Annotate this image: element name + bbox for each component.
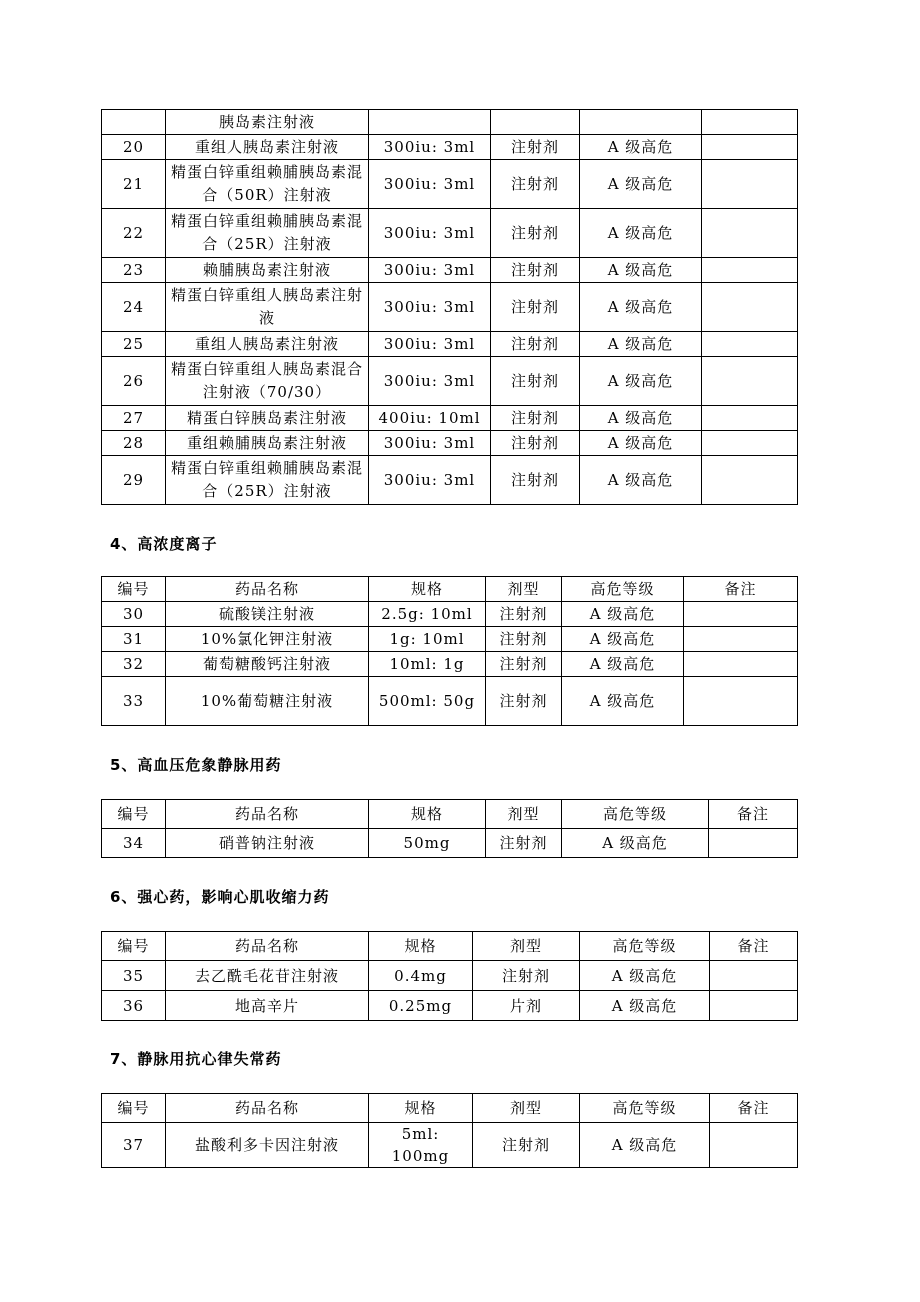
cell-spec: 50mg [369,829,486,858]
cell-spec: 0.25mg [369,991,473,1021]
table-row [102,829,798,858]
cell-form: 注射剂 [491,406,580,431]
cell-note [702,283,798,332]
table-header-row [102,1094,798,1123]
table-row [102,406,798,431]
header-form: 剂型 [486,577,562,602]
cell-note [702,258,798,283]
cell-drug-name: 去乙酰毛花苷注射液 [166,961,369,991]
cell-note [702,406,798,431]
cell-risk-level: A 级高危 [580,332,702,357]
cell-id: 33 [102,677,166,726]
cell-risk-level: A 级高危 [562,829,709,858]
section-heading: 5、高血压危象静脉用药 [110,756,282,774]
cell-drug-name: 10%氯化钾注射液 [166,627,369,652]
cell-drug-name: 重组赖脯胰岛素注射液 [166,431,369,456]
cell-form: 注射剂 [491,160,580,209]
table-row [102,456,798,505]
cell-drug-name: 硝普钠注射液 [166,829,369,858]
header-note: 备注 [709,800,798,829]
cell-form: 注射剂 [473,1123,580,1168]
cell-spec: 300iu: 3ml [369,160,491,209]
table-row [102,332,798,357]
table-row [102,991,798,1021]
cell-form: 注射剂 [491,209,580,258]
cell-note [710,961,798,991]
table-header-row [102,577,798,602]
cell-note [710,991,798,1021]
cell-form [491,110,580,135]
table-row [102,652,798,677]
cell-id: 25 [102,332,166,357]
cell-note [702,456,798,505]
cell-spec: 1g: 10ml [369,627,486,652]
cell-id: 20 [102,135,166,160]
cell-drug-name: 精蛋白锌重组人胰岛素混合注射液（70/30） [166,357,369,406]
header-id: 编号 [102,1094,166,1123]
cell-drug-name: 精蛋白锌重组赖脯胰岛素混合（50R）注射液 [166,160,369,209]
table-row [102,961,798,991]
cell-spec: 2.5g: 10ml [369,602,486,627]
cell-id: 24 [102,283,166,332]
cell-drug-name: 10%葡萄糖注射液 [166,677,369,726]
cell-spec: 300iu: 3ml [369,135,491,160]
cell-note [684,602,798,627]
table-header-row [102,800,798,829]
header-form: 剂型 [473,932,580,961]
cell-risk-level: A 级高危 [580,1123,710,1168]
table-body [102,829,798,858]
cell-id: 31 [102,627,166,652]
table-body [102,602,798,726]
cell-spec: 500ml: 50g [369,677,486,726]
cell-risk-level: A 级高危 [580,258,702,283]
table-row [102,135,798,160]
table-row [102,677,798,726]
header-id: 编号 [102,577,166,602]
header-risk-level: 高危等级 [562,800,709,829]
cell-id: 30 [102,602,166,627]
table-header [102,800,798,829]
cell-note [702,431,798,456]
cell-spec: 300iu: 3ml [369,258,491,283]
header-note: 备注 [710,1094,798,1123]
header-drug-name: 药品名称 [166,577,369,602]
cell-risk-level: A 级高危 [580,431,702,456]
cell-note [702,209,798,258]
cell-form: 注射剂 [491,135,580,160]
cell-form: 注射剂 [486,627,562,652]
cell-id [102,110,166,135]
cell-drug-name: 赖脯胰岛素注射液 [166,258,369,283]
table-row [102,283,798,332]
cell-risk-level: A 级高危 [580,961,710,991]
cell-id: 35 [102,961,166,991]
cell-risk-level: A 级高危 [580,991,710,1021]
cell-risk-level: A 级高危 [562,602,684,627]
cell-drug-name: 精蛋白锌胰岛素注射液 [166,406,369,431]
table-row [102,627,798,652]
cell-risk-level: A 级高危 [580,456,702,505]
hypertensive-crisis-table [101,799,798,858]
cell-risk-level: A 级高危 [580,160,702,209]
cell-spec: 300iu: 3ml [369,357,491,406]
cell-form: 注射剂 [491,258,580,283]
cardiotonic-table [101,931,798,1021]
table-body [102,1123,798,1168]
section-heading: 6、强心药，影响心肌收缩力药 [110,888,330,906]
cell-form: 注射剂 [486,652,562,677]
cell-spec [369,110,491,135]
cell-note [702,135,798,160]
cell-risk-level: A 级高危 [562,627,684,652]
cell-drug-name: 精蛋白锌重组赖脯胰岛素混合（25R）注射液 [166,209,369,258]
cell-drug-name: 硫酸镁注射液 [166,602,369,627]
cell-id: 32 [102,652,166,677]
cell-form: 注射剂 [491,431,580,456]
table-header [102,577,798,602]
header-drug-name: 药品名称 [166,800,369,829]
header-risk-level: 高危等级 [562,577,684,602]
header-note: 备注 [710,932,798,961]
high-concentration-ions-table [101,576,798,726]
cell-spec: 300iu: 3ml [369,283,491,332]
cell-form: 注射剂 [486,677,562,726]
cell-id: 21 [102,160,166,209]
table-header [102,1094,798,1123]
table-row [102,431,798,456]
cell-note [684,677,798,726]
header-form: 剂型 [486,800,562,829]
header-drug-name: 药品名称 [166,1094,369,1123]
cell-drug-name: 精蛋白锌重组人胰岛素注射液 [166,283,369,332]
cell-risk-level: A 级高危 [580,406,702,431]
cell-drug-name: 重组人胰岛素注射液 [166,135,369,160]
cell-spec: 400iu: 10ml [369,406,491,431]
cell-id: 29 [102,456,166,505]
cell-form: 注射剂 [486,602,562,627]
cell-spec: 5ml: 100mg [369,1123,473,1168]
section-heading: 4、高浓度离子 [110,535,218,553]
cell-id: 34 [102,829,166,858]
header-drug-name: 药品名称 [166,932,369,961]
cell-form: 注射剂 [491,357,580,406]
cell-spec: 300iu: 3ml [369,209,491,258]
section-heading: 7、静脉用抗心律失常药 [110,1050,282,1068]
header-spec: 规格 [369,1094,473,1123]
cell-form: 注射剂 [486,829,562,858]
cell-risk-level: A 级高危 [580,135,702,160]
insulin-table [101,109,798,505]
cell-form: 注射剂 [491,456,580,505]
table-row [102,110,798,135]
cell-drug-name: 胰岛素注射液 [166,110,369,135]
cell-risk-level: A 级高危 [580,283,702,332]
header-risk-level: 高危等级 [580,932,710,961]
header-form: 剂型 [473,1094,580,1123]
cell-note [684,652,798,677]
table-row [102,602,798,627]
cell-spec: 300iu: 3ml [369,431,491,456]
header-id: 编号 [102,932,166,961]
header-id: 编号 [102,800,166,829]
header-spec: 规格 [369,577,486,602]
cell-note [684,627,798,652]
cell-note [702,160,798,209]
cell-spec: 0.4mg [369,961,473,991]
table-header [102,932,798,961]
cell-risk-level: A 级高危 [562,652,684,677]
header-risk-level: 高危等级 [580,1094,710,1123]
antiarrhythmic-table [101,1093,798,1168]
cell-drug-name: 重组人胰岛素注射液 [166,332,369,357]
table-row [102,1123,798,1168]
cell-id: 36 [102,991,166,1021]
cell-id: 27 [102,406,166,431]
header-spec: 规格 [369,932,473,961]
cell-risk-level: A 级高危 [562,677,684,726]
header-spec: 规格 [369,800,486,829]
cell-drug-name: 盐酸利多卡因注射液 [166,1123,369,1168]
cell-drug-name: 精蛋白锌重组赖脯胰岛素混合（25R）注射液 [166,456,369,505]
table-row [102,160,798,209]
cell-id: 37 [102,1123,166,1168]
cell-form: 注射剂 [491,332,580,357]
cell-spec: 300iu: 3ml [369,332,491,357]
cell-drug-name: 葡萄糖酸钙注射液 [166,652,369,677]
cell-spec: 300iu: 3ml [369,456,491,505]
cell-note [702,357,798,406]
cell-id: 26 [102,357,166,406]
table-row [102,357,798,406]
header-note: 备注 [684,577,798,602]
cell-spec: 10ml: 1g [369,652,486,677]
cell-risk-level [580,110,702,135]
cell-form: 注射剂 [473,961,580,991]
cell-form: 片剂 [473,991,580,1021]
table-body [102,110,798,505]
table-row [102,258,798,283]
cell-note [702,332,798,357]
cell-id: 23 [102,258,166,283]
cell-id: 22 [102,209,166,258]
cell-note [710,1123,798,1168]
cell-id: 28 [102,431,166,456]
cell-risk-level: A 级高危 [580,357,702,406]
table-body [102,961,798,1021]
cell-note [702,110,798,135]
cell-note [709,829,798,858]
cell-drug-name: 地高辛片 [166,991,369,1021]
cell-form: 注射剂 [491,283,580,332]
table-row [102,209,798,258]
cell-risk-level: A 级高危 [580,209,702,258]
table-header-row [102,932,798,961]
